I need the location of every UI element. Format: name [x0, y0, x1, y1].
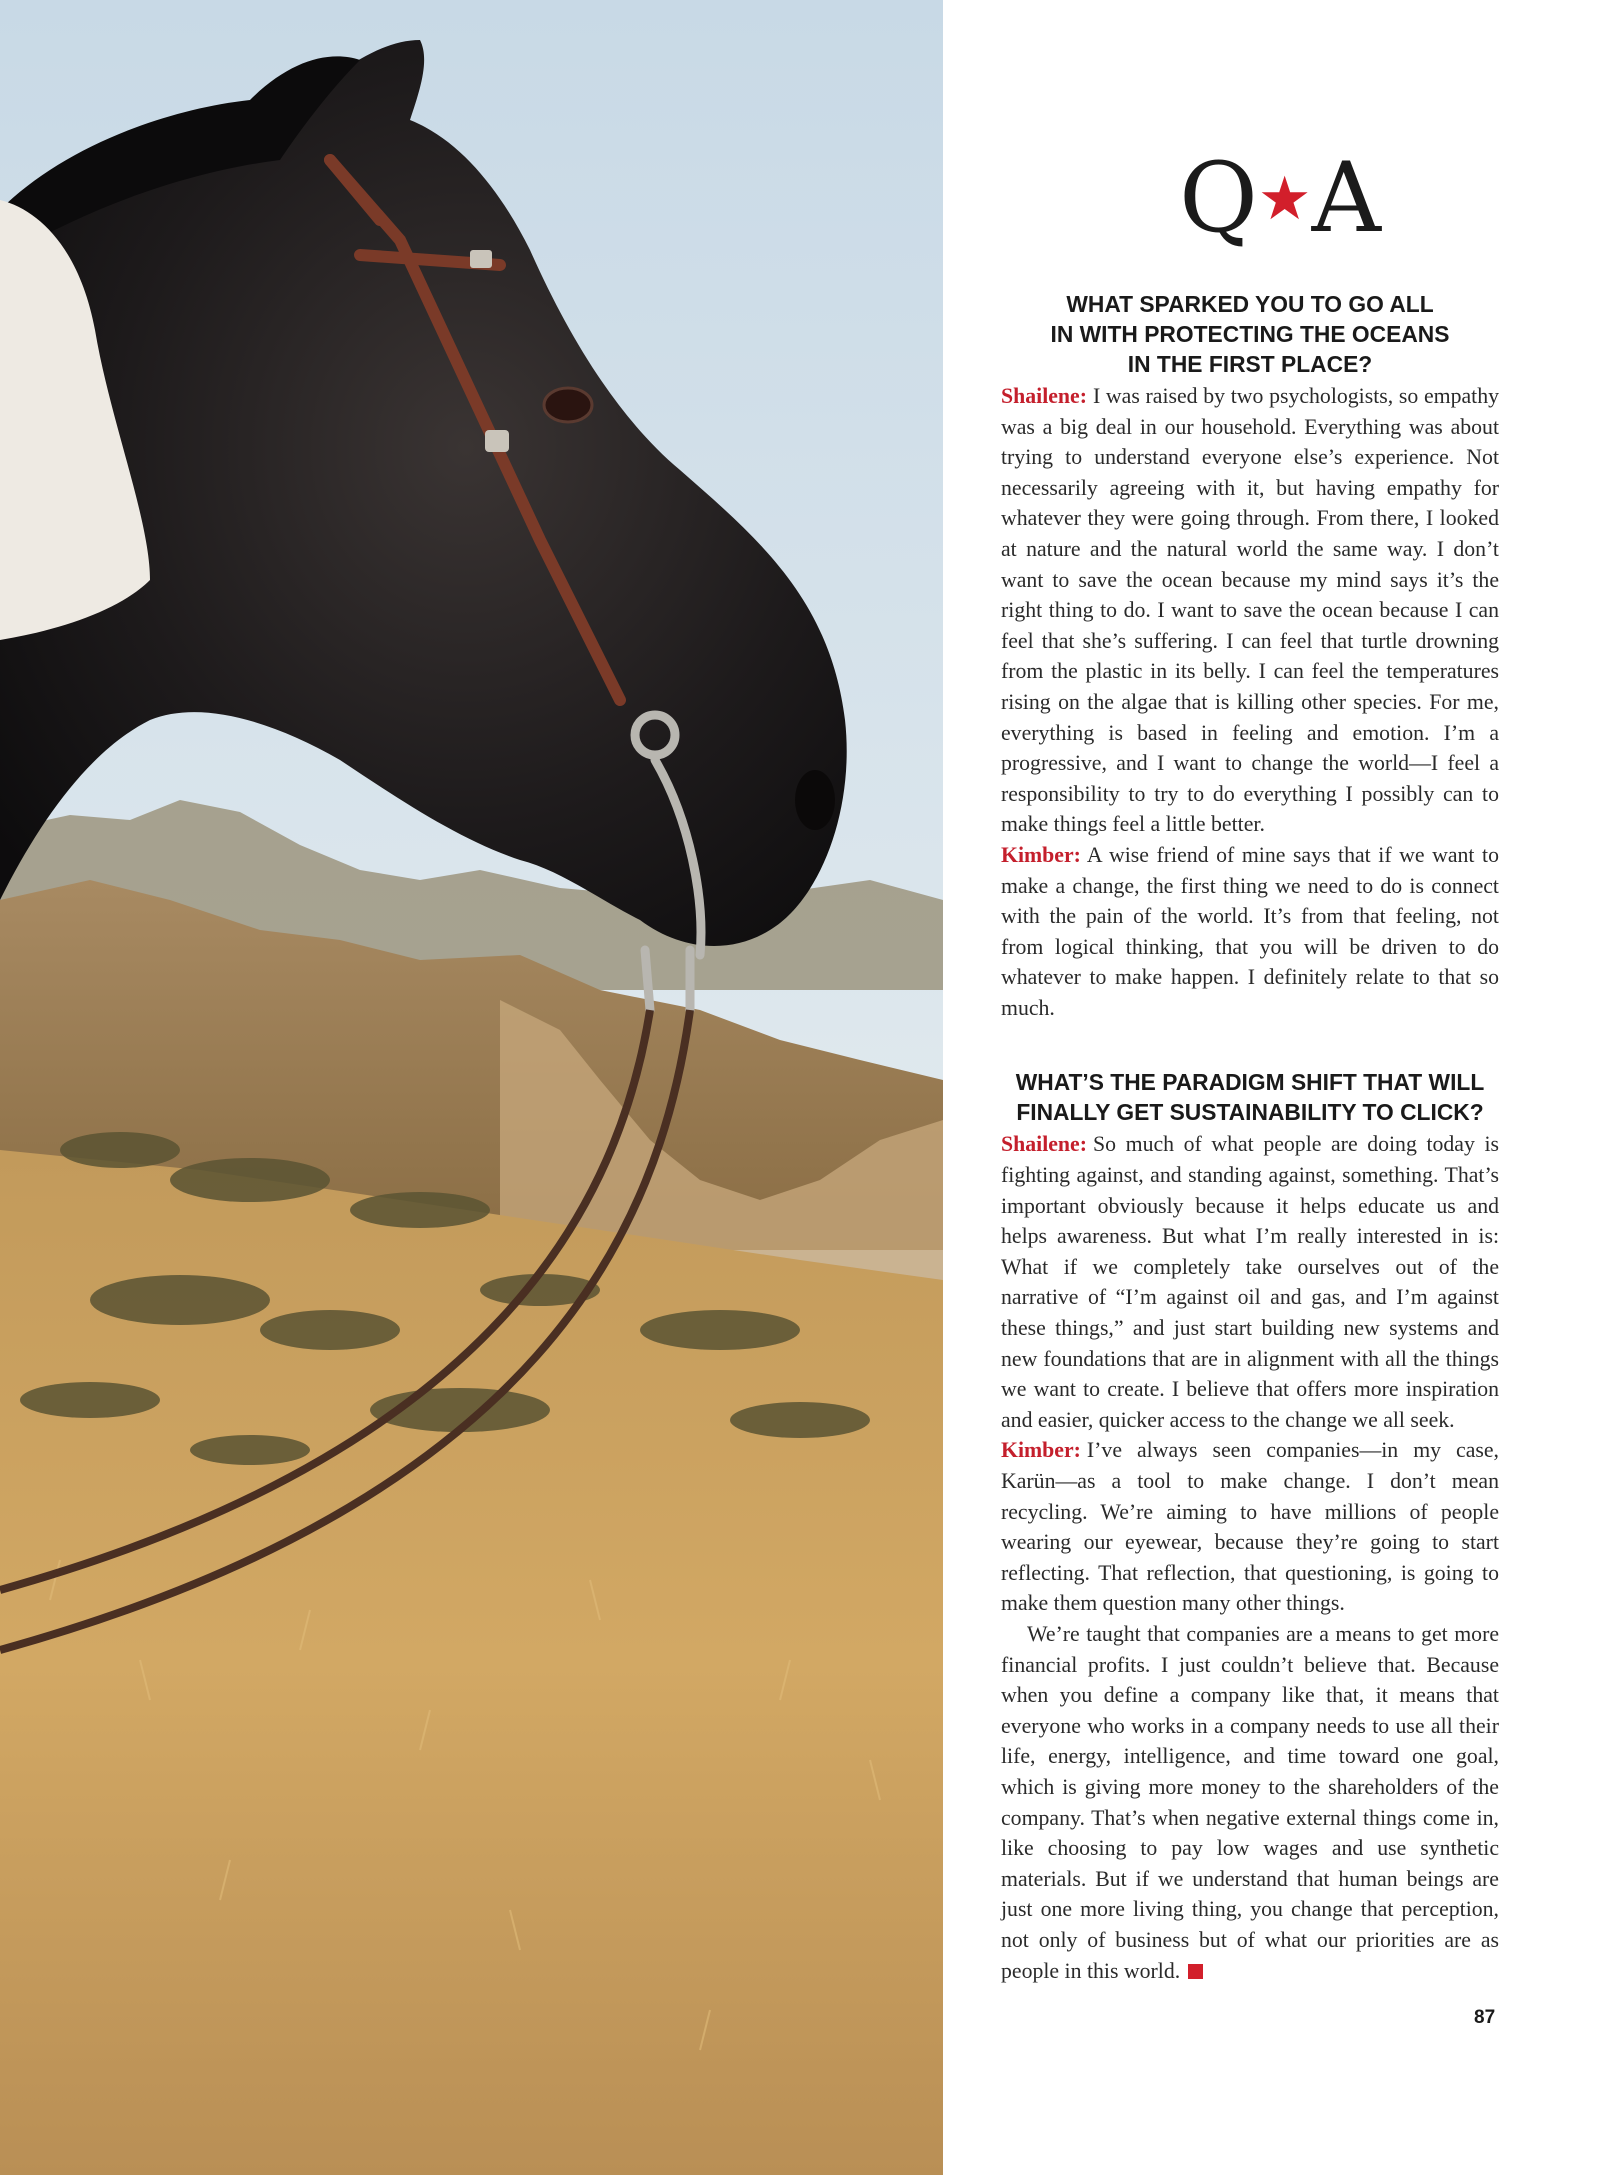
question-heading	[1001, 289, 1499, 379]
question-line: IN WITH PROTECTING THE OCEANS	[1050, 321, 1450, 347]
closing-paragraph	[1001, 1619, 1499, 1986]
qa-section-2	[1001, 1067, 1499, 1986]
horse-eye	[544, 388, 592, 422]
speaker-name: Shailene:	[1001, 384, 1087, 408]
speaker-name: Shailene:	[1001, 1132, 1087, 1157]
star-icon: ★	[1257, 164, 1310, 234]
answer-text: A wise friend of mine says that if we want to make a change, the first thing we need to do is connect with the pain of the world. It’s from that feeling, not from logical thinking, that you will be driven to do whatever to make happen. I definitely relate to that so much.	[1001, 842, 1499, 1020]
question-line: FINALLY GET SUSTAINABILITY TO CLICK?	[1016, 1099, 1484, 1126]
answer-paragraph	[1001, 840, 1499, 1024]
article-column	[1001, 142, 1499, 1986]
answer-text: I’ve always seen companies—in my case, Karün—as a tool to make change. I don’t mean recycling. We’re aiming to have millions of people wearing our eyewear, because they’re going to start reflecting. That reflection, that questioning, is going to make them question many other things.	[1001, 1438, 1499, 1616]
qa-logo	[1001, 142, 1499, 254]
question-line: WHAT’S THE PARADIGM SHIFT THAT WILL	[1015, 1069, 1485, 1096]
end-square-icon	[1188, 1964, 1203, 1979]
question-line: IN THE FIRST PLACE?	[1127, 351, 1373, 377]
question-line: WHAT SPARKED YOU TO GO ALL	[1066, 291, 1434, 317]
answer-paragraph	[1001, 1129, 1499, 1435]
logo-a: A	[1311, 142, 1379, 254]
page-number: 87	[1474, 2007, 1496, 2028]
answer-text: I was raised by two psychologists, so empathy was a big deal in our household. Everything was about trying to understand everyone else’s experience. Not necessarily agreeing with it, but having empathy for whatever they were going through. From there, I looked at nature and the natural world the same way. I don’t want to save the ocean because my mind says it’s the right thing to do. I want to save the ocean because I can feel that she’s suffering. I can feel that turtle drowning from the plastic in its belly. I can feel the temperatures rising on the algae that is killing other species. For me, everything is based in feeling and emotion. I’m a progressive, and I want to change the world—I feel a responsibility to try to do everything I possibly can to make things feel a little better.	[1001, 384, 1499, 837]
speaker-name: Kimber:	[1001, 1438, 1081, 1463]
closing-text: We’re taught that companies are a means to get more financial profits. I just couldn’t believe that. Because when you define a company like that, it means that everyone who works in a company needs to use all their life, energy, intelligence, and time toward one goal, which is giving more money to the shareholders of the company. That’s when negative external things come in, like choosing to pay low wages and use synthetic materials. But if we understand that human beings are just one more living thing, you change that perception, not only of business but of what our priorities are as people in this world.	[1001, 1621, 1499, 1983]
answer-text: So much of what people are doing today is fighting against, and standing against, something. That’s important obviously because it helps educate us and helps awareness. But what I’m really interested in is: What if we completely take ourselves out of the narrative of “I’m against oil and gas, and I’m against these things,” and just start building new systems and new foundations that are in alignment with all the things we want to create. I believe that offers more inspiration and easier, quicker access to the change we all seek.	[1001, 1132, 1499, 1432]
question-heading	[1001, 1067, 1499, 1127]
horse-nostril	[795, 770, 835, 830]
answer-paragraph	[1001, 1435, 1499, 1619]
logo-q: Q	[1179, 142, 1256, 254]
answer-paragraph	[1001, 381, 1499, 840]
speaker-name: Kimber:	[1001, 842, 1081, 867]
qa-section-1	[1001, 289, 1499, 1023]
